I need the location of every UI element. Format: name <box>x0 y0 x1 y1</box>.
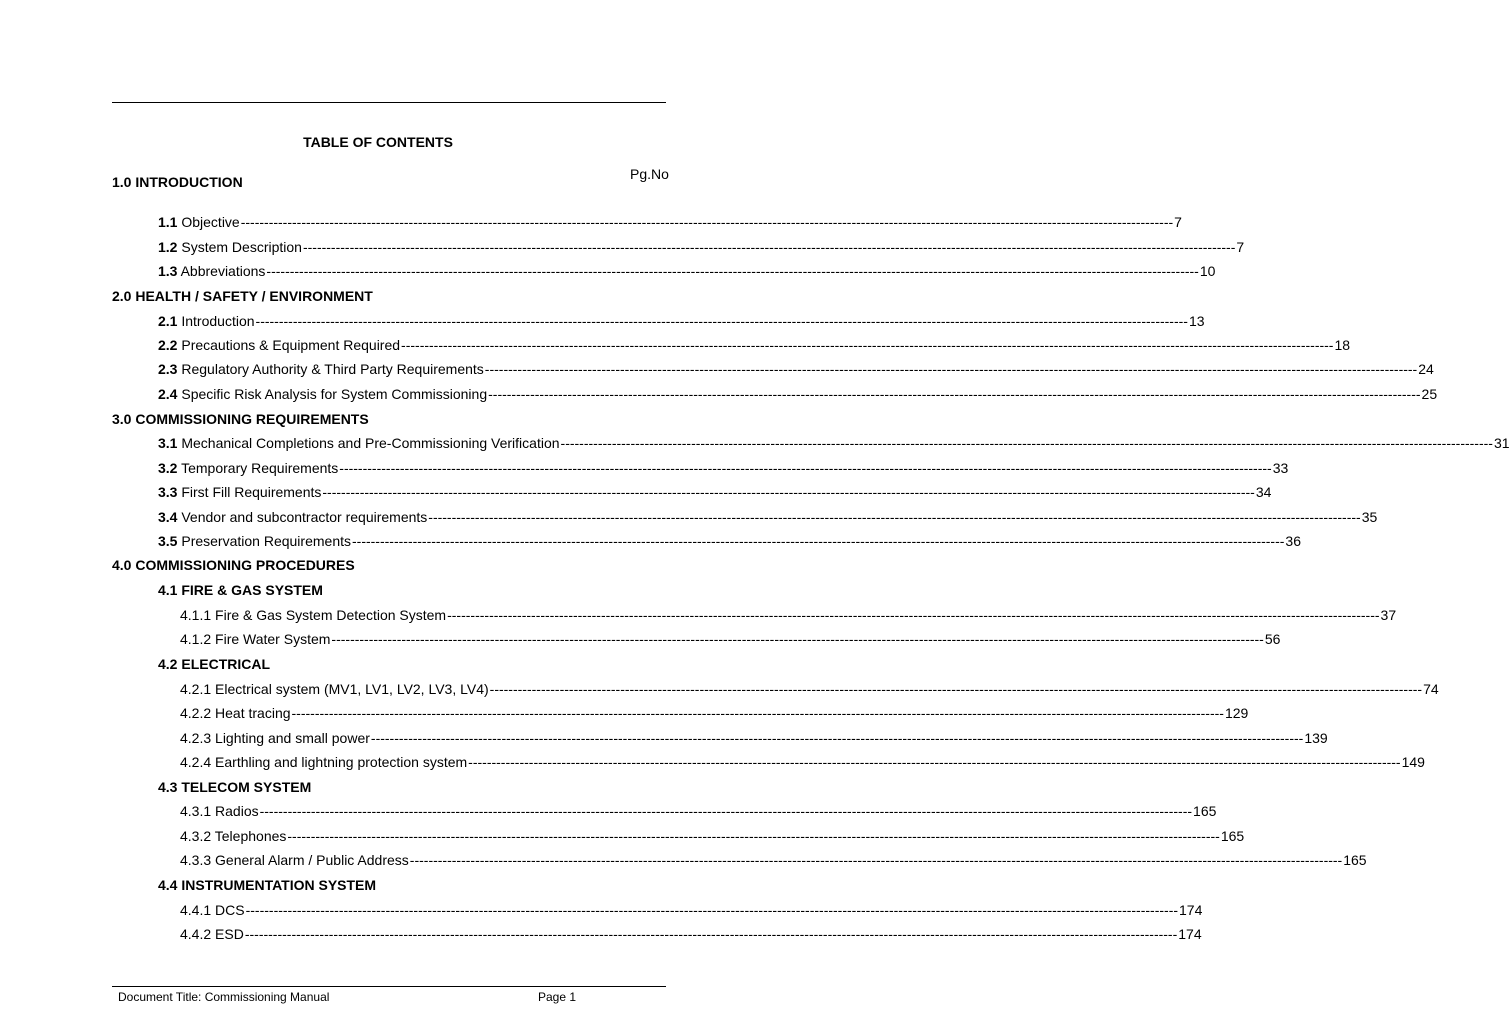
entry-number: 1.3 <box>158 263 178 279</box>
entry-page: 165 <box>1220 828 1245 844</box>
entry-number: 2.4 <box>158 386 178 402</box>
subsection-heading-fire-gas[interactable]: 4.1 FIRE & GAS SYSTEM <box>158 582 323 598</box>
entry-page: 149 <box>1401 754 1425 770</box>
entry-title: 4.3.2 Telephones <box>180 828 287 844</box>
entry-title: Precautions & Equipment Required <box>177 337 401 353</box>
entry-title: 4.2.2 Heat tracing <box>180 705 291 721</box>
entry-title: Vendor and subcontractor requirements <box>177 509 428 525</box>
entry-page: 139 <box>1304 730 1328 746</box>
entry-title: Regulatory Authority & Third Party Requirements <box>177 361 484 377</box>
entry-page: 174 <box>1178 926 1202 942</box>
entry-title: 4.4.1 DCS <box>180 902 245 918</box>
toc-entry[interactable] <box>180 801 1217 821</box>
toc-entry[interactable] <box>158 212 1182 232</box>
footer-document-title: Document Title: Commissioning Manual <box>118 990 330 1004</box>
toc-entry[interactable] <box>180 703 1249 723</box>
entry-title: First Fill Requirements <box>177 484 322 500</box>
subsection-heading-telecom[interactable]: 4.3 TELECOM SYSTEM <box>158 779 312 795</box>
entry-page: 165 <box>1343 852 1367 868</box>
entry-page: 10 <box>1199 263 1216 279</box>
toc-entry[interactable] <box>180 900 1203 920</box>
toc-entry[interactable] <box>180 752 1425 772</box>
entry-title: Preservation Requirements <box>177 533 351 549</box>
section-heading-commissioning-requirements[interactable]: 3.0 COMMISSIONING REQUIREMENTS <box>112 411 369 427</box>
entry-title: 4.1.1 Fire & Gas System Detection System <box>180 607 447 623</box>
toc-entry[interactable] <box>158 237 1245 257</box>
dot-leader: -------------------------------------------------------------------------------------------------------------------------------------------------------------------------------------------------------- <box>409 852 1343 868</box>
toc-entry[interactable] <box>158 335 1351 355</box>
subsection-heading-instrumentation[interactable]: 4.4 INSTRUMENTATION SYSTEM <box>158 877 377 893</box>
dot-leader: -------------------------------------------------------------------------------------------------------------------------------------------------------------------------------------------------------- <box>401 337 1334 353</box>
entry-page: 129 <box>1224 705 1249 721</box>
entry-page: 74 <box>1423 681 1439 697</box>
dot-leader: -------------------------------------------------------------------------------------------------------------------------------------------------------------------------------------------------------- <box>266 263 1199 279</box>
entry-title: 4.2.3 Lighting and small power <box>180 730 370 746</box>
dot-leader: -------------------------------------------------------------------------------------------------------------------------------------------------------------------------------------------------------- <box>287 828 1220 844</box>
toc-entry[interactable] <box>180 679 1439 699</box>
dot-leader: -------------------------------------------------------------------------------------------------------------------------------------------------------------------------------------------------------- <box>291 705 1224 721</box>
entry-number: 1.1 <box>158 214 178 230</box>
entry-title: 4.4.2 ESD <box>180 926 244 942</box>
subsection-heading-electrical[interactable]: 4.2 ELECTRICAL <box>158 656 271 672</box>
dot-leader: -------------------------------------------------------------------------------------------------------------------------------------------------------------------------------------------------------- <box>339 460 1272 476</box>
entry-number: 3.3 <box>158 484 178 500</box>
entry-page: 25 <box>1421 386 1438 402</box>
entry-page: 31 <box>1493 435 1510 451</box>
entry-page: 34 <box>1255 484 1272 500</box>
toc-entry[interactable] <box>158 531 1301 551</box>
entry-title: Introduction <box>177 313 255 329</box>
entry-number: 3.1 <box>158 435 178 451</box>
entry-page: 33 <box>1272 460 1289 476</box>
entry-title: 4.2.1 Electrical system (MV1, LV1, LV2, LV3, LV4) <box>180 681 489 697</box>
dot-leader: -------------------------------------------------------------------------------------------------------------------------------------------------------------------------------------------------------- <box>428 509 1361 525</box>
dot-leader: -------------------------------------------------------------------------------------------------------------------------------------------------------------------------------------------------------- <box>468 754 1401 770</box>
dot-leader: -------------------------------------------------------------------------------------------------------------------------------------------------------------------------------------------------------- <box>255 313 1188 329</box>
dot-leader: -------------------------------------------------------------------------------------------------------------------------------------------------------------------------------------------------------- <box>302 239 1236 255</box>
section-heading-commissioning-procedures[interactable]: 4.0 COMMISSIONING PROCEDURES <box>112 557 355 573</box>
toc-entry[interactable] <box>180 924 1202 944</box>
entry-page: 13 <box>1188 313 1205 329</box>
entry-page: 165 <box>1193 803 1217 819</box>
dot-leader: -------------------------------------------------------------------------------------------------------------------------------------------------------------------------------------------------------- <box>370 730 1304 746</box>
footer-page-number: Page 1 <box>538 990 577 1004</box>
page-number-column-label: Pg.No <box>630 166 669 182</box>
entry-page: 174 <box>1179 902 1203 918</box>
entry-number: 2.3 <box>158 361 178 377</box>
entry-title: 4.3.1 Radios <box>180 803 259 819</box>
entry-number: 3.2 <box>158 460 178 476</box>
dot-leader: -------------------------------------------------------------------------------------------------------------------------------------------------------------------------------------------------------- <box>331 631 1264 647</box>
page-title: TABLE OF CONTENTS <box>303 134 453 150</box>
dot-leader: -------------------------------------------------------------------------------------------------------------------------------------------------------------------------------------------------------- <box>488 386 1421 402</box>
toc-entry[interactable] <box>158 458 1289 478</box>
entry-title: Objective <box>177 214 240 230</box>
toc-entry[interactable] <box>180 605 1397 625</box>
toc-entry[interactable] <box>158 433 1510 453</box>
dot-leader: -------------------------------------------------------------------------------------------------------------------------------------------------------------------------------------------------------- <box>484 361 1418 377</box>
entry-title: Temporary Requirements <box>177 460 339 476</box>
header-rule <box>112 102 666 103</box>
dot-leader: -------------------------------------------------------------------------------------------------------------------------------------------------------------------------------------------------------- <box>489 681 1423 697</box>
entry-number: 2.2 <box>158 337 178 353</box>
entry-title: 4.1.2 Fire Water System <box>180 631 331 647</box>
toc-entry[interactable] <box>158 311 1205 331</box>
dot-leader: -------------------------------------------------------------------------------------------------------------------------------------------------------------------------------------------------------- <box>322 484 1255 500</box>
dot-leader: -------------------------------------------------------------------------------------------------------------------------------------------------------------------------------------------------------- <box>447 607 1380 623</box>
entry-page: 7 <box>1174 214 1182 230</box>
toc-entry[interactable] <box>180 850 1367 870</box>
dot-leader: -------------------------------------------------------------------------------------------------------------------------------------------------------------------------------------------------------- <box>560 435 1493 451</box>
dot-leader: -------------------------------------------------------------------------------------------------------------------------------------------------------------------------------------------------------- <box>259 803 1193 819</box>
entry-page: 35 <box>1361 509 1378 525</box>
entry-page: 37 <box>1380 607 1397 623</box>
entry-title: System Description <box>177 239 302 255</box>
dot-leader: -------------------------------------------------------------------------------------------------------------------------------------------------------------------------------------------------------- <box>245 902 1179 918</box>
dot-leader: -------------------------------------------------------------------------------------------------------------------------------------------------------------------------------------------------------- <box>244 926 1178 942</box>
toc-entry[interactable] <box>180 728 1328 748</box>
entry-number: 1.2 <box>158 239 178 255</box>
entry-number: 3.5 <box>158 533 178 549</box>
entry-page: 36 <box>1285 533 1301 549</box>
entry-title: 4.3.3 General Alarm / Public Address <box>180 852 409 868</box>
entry-page: 56 <box>1264 631 1281 647</box>
entry-page: 24 <box>1418 361 1434 377</box>
toc-entry[interactable] <box>180 629 1281 649</box>
entry-page: 7 <box>1236 239 1245 255</box>
footer-rule <box>112 986 666 987</box>
dot-leader: -------------------------------------------------------------------------------------------------------------------------------------------------------------------------------------------------------- <box>240 214 1174 230</box>
section-heading-hse[interactable]: 2.0 HEALTH / SAFETY / ENVIRONMENT <box>112 288 373 304</box>
toc-entry[interactable] <box>158 507 1378 527</box>
entry-number: 2.1 <box>158 313 178 329</box>
toc-entry[interactable] <box>158 359 1434 379</box>
toc-entry[interactable] <box>180 826 1245 846</box>
entry-number: 3.4 <box>158 509 178 525</box>
dot-leader: -------------------------------------------------------------------------------------------------------------------------------------------------------------------------------------------------------- <box>352 533 1285 549</box>
section-heading-introduction[interactable]: 1.0 INTRODUCTION <box>112 174 243 190</box>
toc-entry[interactable] <box>158 482 1272 502</box>
entry-title: Specific Risk Analysis for System Commissioning <box>177 386 488 402</box>
entry-title: Abbreviations <box>177 263 266 279</box>
entry-title: 4.2.4 Earthling and lightning protection system <box>180 754 468 770</box>
toc-entry[interactable] <box>158 261 1216 281</box>
toc-entry[interactable] <box>158 384 1438 404</box>
entry-page: 18 <box>1334 337 1351 353</box>
entry-title: Mechanical Completions and Pre-Commissioning Verification <box>177 435 560 451</box>
